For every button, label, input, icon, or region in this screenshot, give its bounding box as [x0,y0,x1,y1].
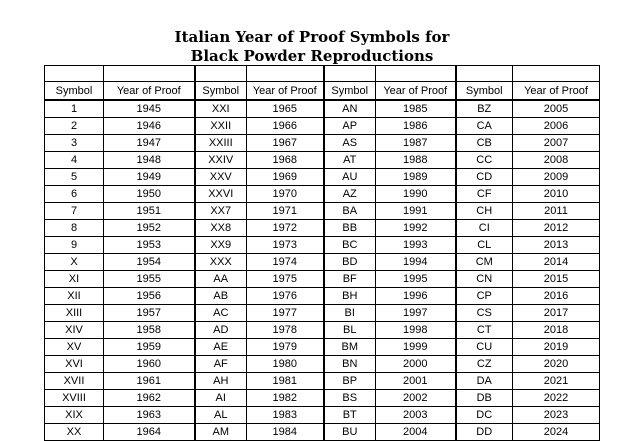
table-row [45,339,600,356]
year-cell: 1999 [376,339,456,356]
year-cell: 1953 [104,237,195,254]
symbol-cell: 2 [45,118,104,135]
symbol-cell: XXI [195,100,247,118]
year-cell: 2000 [376,356,456,373]
symbol-cell: 6 [45,186,104,203]
symbol-cell: BH [324,288,376,305]
symbol-cell: AH [195,373,247,390]
blank-cell [195,66,247,82]
blank-cell [376,66,456,82]
table-row [45,220,600,237]
symbol-cell: 1 [45,100,104,118]
table-row [45,100,600,118]
year-cell: 1977 [247,305,324,322]
year-cell: 2016 [513,288,600,305]
year-cell: 1974 [247,254,324,271]
year-cell: 2020 [513,356,600,373]
year-cell: 1963 [104,407,195,424]
table-row [45,390,600,407]
year-cell: 1950 [104,186,195,203]
symbol-cell: AS [324,135,376,152]
symbol-cell: BL [324,322,376,339]
symbol-cell: 7 [45,203,104,220]
table-row [45,271,600,288]
symbol-cell: AI [195,390,247,407]
symbol-cell: BT [324,407,376,424]
symbol-cell: DA [456,373,513,390]
table-row [45,254,600,271]
symbol-cell: CF [456,186,513,203]
year-cell: 1965 [247,100,324,118]
year-cell: 2003 [376,407,456,424]
symbol-cell: XIII [45,305,104,322]
year-cell: 1966 [247,118,324,135]
header-row [45,82,600,101]
symbol-cell: XV [45,339,104,356]
year-cell: 2023 [513,407,600,424]
symbol-cell: AZ [324,186,376,203]
symbol-cell: BP [324,373,376,390]
year-cell: 2013 [513,237,600,254]
year-cell: 1991 [376,203,456,220]
year-cell: 1964 [104,424,195,441]
symbol-cell: AA [195,271,247,288]
symbol-cell: CN [456,271,513,288]
year-cell: 1996 [376,288,456,305]
year-cell: 1946 [104,118,195,135]
symbol-cell: CD [456,169,513,186]
year-cell: 1992 [376,220,456,237]
symbol-cell: AC [195,305,247,322]
table-row [45,237,600,254]
header-symbol: Symbol [195,82,247,101]
year-cell: 1973 [247,237,324,254]
header-year: Year of Proof [376,82,456,101]
year-cell: 1960 [104,356,195,373]
symbol-cell: 5 [45,169,104,186]
year-cell: 2012 [513,220,600,237]
symbol-cell: XII [45,288,104,305]
table-row [45,322,600,339]
year-cell: 2015 [513,271,600,288]
header-year: Year of Proof [247,82,324,101]
year-cell: 1956 [104,288,195,305]
symbol-cell: DB [456,390,513,407]
symbol-cell: AF [195,356,247,373]
year-cell: 1998 [376,322,456,339]
symbol-cell: BA [324,203,376,220]
year-cell: 1958 [104,322,195,339]
symbol-cell: AU [324,169,376,186]
symbol-cell: CU [456,339,513,356]
year-cell: 1971 [247,203,324,220]
year-cell: 1951 [104,203,195,220]
year-cell: 2022 [513,390,600,407]
header-symbol: Symbol [324,82,376,101]
symbol-cell: CZ [456,356,513,373]
year-cell: 1989 [376,169,456,186]
symbol-cell: CI [456,220,513,237]
symbol-cell: 8 [45,220,104,237]
symbol-cell: XXII [195,118,247,135]
year-cell: 2019 [513,339,600,356]
table-row [45,135,600,152]
year-cell: 1949 [104,169,195,186]
symbol-cell: AE [195,339,247,356]
table-row [45,186,600,203]
year-cell: 1959 [104,339,195,356]
page-title-line-1: Italian Year of Proof Symbols for [174,28,450,46]
symbol-cell: XVIII [45,390,104,407]
year-cell: 1978 [247,322,324,339]
year-cell: 1955 [104,271,195,288]
page-title-line-2: Black Powder Reproductions [190,47,434,65]
symbol-cell: XI [45,271,104,288]
symbol-cell: CP [456,288,513,305]
symbol-cell: AT [324,152,376,169]
symbol-cell: CT [456,322,513,339]
symbol-cell: BB [324,220,376,237]
year-cell: 2010 [513,186,600,203]
year-cell: 1969 [247,169,324,186]
symbol-cell: CL [456,237,513,254]
year-cell: 1990 [376,186,456,203]
symbol-cell: XXV [195,169,247,186]
year-cell: 1954 [104,254,195,271]
year-cell: 1952 [104,220,195,237]
blank-cell [104,66,195,82]
proof-symbols-table [44,65,600,441]
year-cell: 1987 [376,135,456,152]
symbol-cell: AN [324,100,376,118]
year-cell: 2001 [376,373,456,390]
header-year: Year of Proof [104,82,195,101]
symbol-cell: CB [456,135,513,152]
symbol-cell: BZ [456,100,513,118]
blank-cell [247,66,324,82]
table-row [45,169,600,186]
symbol-cell: BC [324,237,376,254]
year-cell: 1947 [104,135,195,152]
year-cell: 1957 [104,305,195,322]
header-year: Year of Proof [513,82,600,101]
blank-cell [324,66,376,82]
table-row [45,152,600,169]
symbol-cell: BS [324,390,376,407]
year-cell: 2014 [513,254,600,271]
table-row [45,356,600,373]
symbol-cell: XX9 [195,237,247,254]
year-cell: 1970 [247,186,324,203]
year-cell: 1967 [247,135,324,152]
year-cell: 2021 [513,373,600,390]
year-cell: 2024 [513,424,600,441]
year-cell: 1979 [247,339,324,356]
year-cell: 1982 [247,390,324,407]
symbol-cell: XXVI [195,186,247,203]
symbol-cell: XX [45,424,104,441]
year-cell: 2006 [513,118,600,135]
table-row [45,118,600,135]
symbol-cell: CA [456,118,513,135]
year-cell: 1972 [247,220,324,237]
table-row [45,407,600,424]
symbol-cell: 4 [45,152,104,169]
year-cell: 2002 [376,390,456,407]
table-body [45,100,600,441]
symbol-cell: AL [195,407,247,424]
year-cell: 2017 [513,305,600,322]
year-cell: 1961 [104,373,195,390]
year-cell: 1985 [376,100,456,118]
year-cell: 1983 [247,407,324,424]
symbol-cell: XXX [195,254,247,271]
year-cell: 1968 [247,152,324,169]
year-cell: 1948 [104,152,195,169]
symbol-cell: BM [324,339,376,356]
year-cell: 1962 [104,390,195,407]
symbol-cell: BF [324,271,376,288]
year-cell: 1997 [376,305,456,322]
year-cell: 1988 [376,152,456,169]
blank-cell [45,66,104,82]
symbol-cell: BU [324,424,376,441]
symbol-cell: XVI [45,356,104,373]
symbol-cell: BN [324,356,376,373]
year-cell: 1980 [247,356,324,373]
symbol-cell: CC [456,152,513,169]
year-cell: 1993 [376,237,456,254]
year-cell: 2018 [513,322,600,339]
symbol-cell: AM [195,424,247,441]
symbol-cell: AP [324,118,376,135]
symbol-cell: XX8 [195,220,247,237]
symbol-cell: XIV [45,322,104,339]
header-symbol: Symbol [45,82,104,101]
year-cell: 2011 [513,203,600,220]
table-row [45,203,600,220]
symbol-cell: XX7 [195,203,247,220]
year-cell: 1984 [247,424,324,441]
symbol-cell: CM [456,254,513,271]
symbol-cell: XIX [45,407,104,424]
year-cell: 2005 [513,100,600,118]
year-cell: 2004 [376,424,456,441]
symbol-cell: BD [324,254,376,271]
year-cell: 1976 [247,288,324,305]
year-cell: 1945 [104,100,195,118]
year-cell: 1995 [376,271,456,288]
year-cell: 2008 [513,152,600,169]
symbol-cell: 9 [45,237,104,254]
symbol-cell: AB [195,288,247,305]
symbol-cell: DC [456,407,513,424]
symbol-cell: XXIV [195,152,247,169]
blank-row [45,66,600,82]
symbol-cell: BI [324,305,376,322]
symbol-cell: X [45,254,104,271]
symbol-cell: CS [456,305,513,322]
blank-cell [513,66,600,82]
header-symbol: Symbol [456,82,513,101]
table-row [45,424,600,441]
year-cell: 2009 [513,169,600,186]
year-cell: 1975 [247,271,324,288]
blank-cell [456,66,513,82]
table-row [45,373,600,390]
symbol-cell: 3 [45,135,104,152]
year-cell: 1994 [376,254,456,271]
year-cell: 2007 [513,135,600,152]
year-cell: 1986 [376,118,456,135]
year-cell: 1981 [247,373,324,390]
symbol-cell: XVII [45,373,104,390]
symbol-cell: XXIII [195,135,247,152]
symbol-cell: DD [456,424,513,441]
table-row [45,288,600,305]
symbol-cell: CH [456,203,513,220]
table-row [45,305,600,322]
symbol-cell: AD [195,322,247,339]
